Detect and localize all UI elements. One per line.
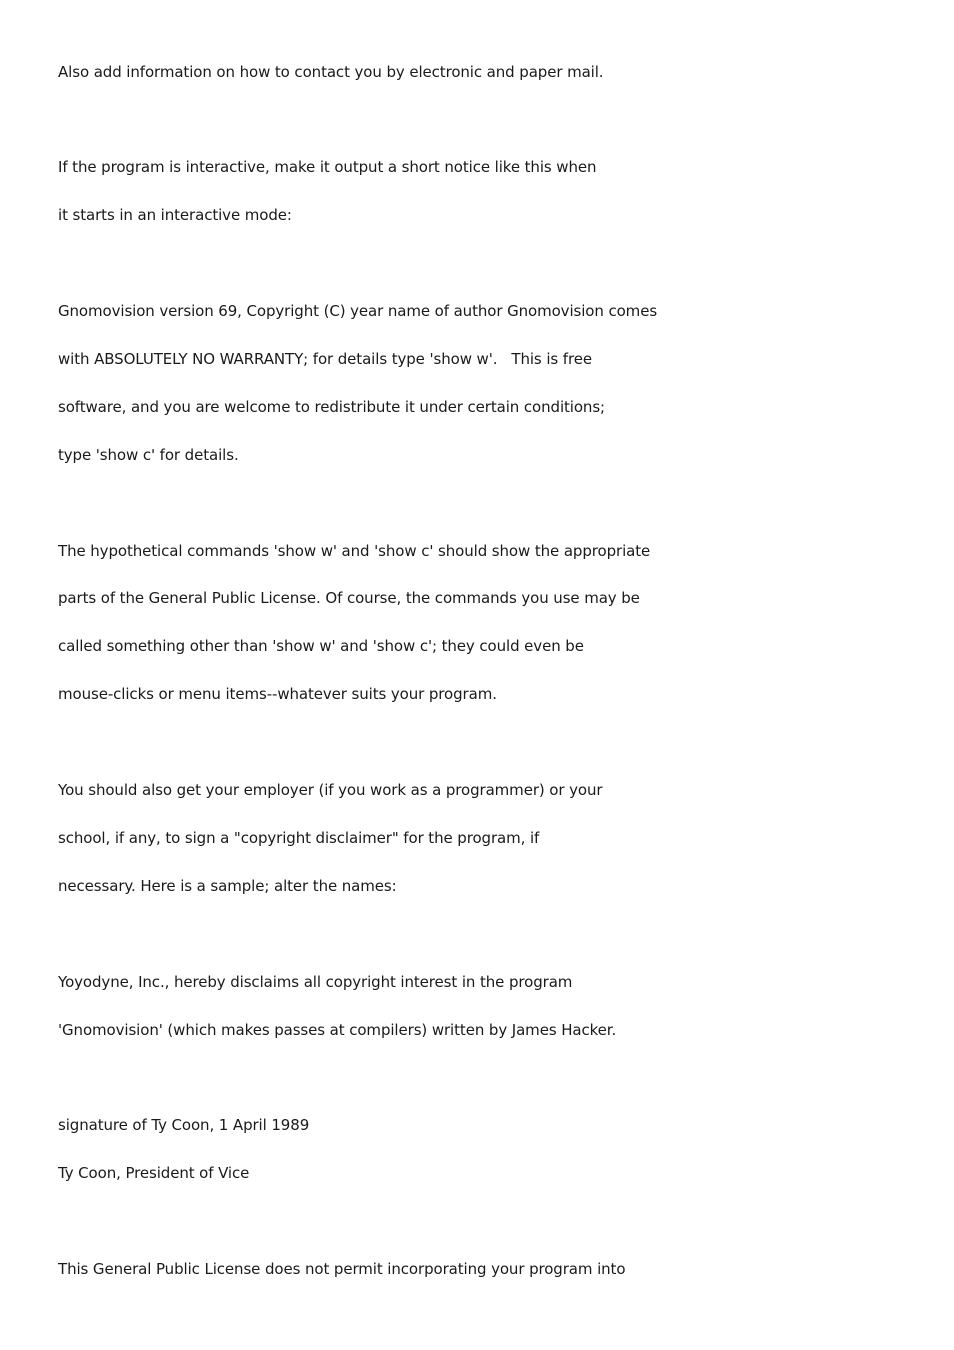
text-line: signature of Ty Coon, 1 April 1989 <box>58 1116 310 1134</box>
text-line: type 'show c' for details. <box>58 446 239 464</box>
text-line: If the program is interactive, make it output a short notice like this when <box>58 158 597 176</box>
text-line: necessary. Here is a sample; alter the names: <box>58 877 397 895</box>
text-line: software, and you are welcome to redistribute it under certain conditions; <box>58 398 606 416</box>
text-line: it starts in an interactive mode: <box>58 206 292 224</box>
text-line: parts of the General Public License. Of course, the commands you use may be <box>58 589 640 607</box>
text-line: mouse-clicks or menu items--whatever suits your program. <box>58 685 497 703</box>
text-line: Also add information on how to contact you by electronic and paper mail. <box>58 63 604 81</box>
text-line: You should also get your employer (if you work as a programmer) or your <box>58 781 603 799</box>
text-line: The hypothetical commands 'show w' and 'show c' should show the appropriate <box>58 542 651 560</box>
text-line: Yoyodyne, Inc., hereby disclaims all copyright interest in the program <box>58 973 573 991</box>
text-line: with ABSOLUTELY NO WARRANTY; for details type 'show w'. This is free <box>58 350 592 368</box>
text-line: Gnomovision version 69, Copyright (C) year name of author Gnomovision comes <box>58 302 658 320</box>
text-line: called something other than 'show w' and 'show c'; they could even be <box>58 637 584 655</box>
text-line: school, if any, to sign a "copyright disclaimer" for the program, if <box>58 829 540 847</box>
text-line: Ty Coon, President of Vice <box>58 1164 250 1182</box>
text-line: This General Public License does not permit incorporating your program into <box>58 1260 626 1278</box>
text-line: 'Gnomovision' (which makes passes at compilers) written by James Hacker. <box>58 1021 617 1039</box>
